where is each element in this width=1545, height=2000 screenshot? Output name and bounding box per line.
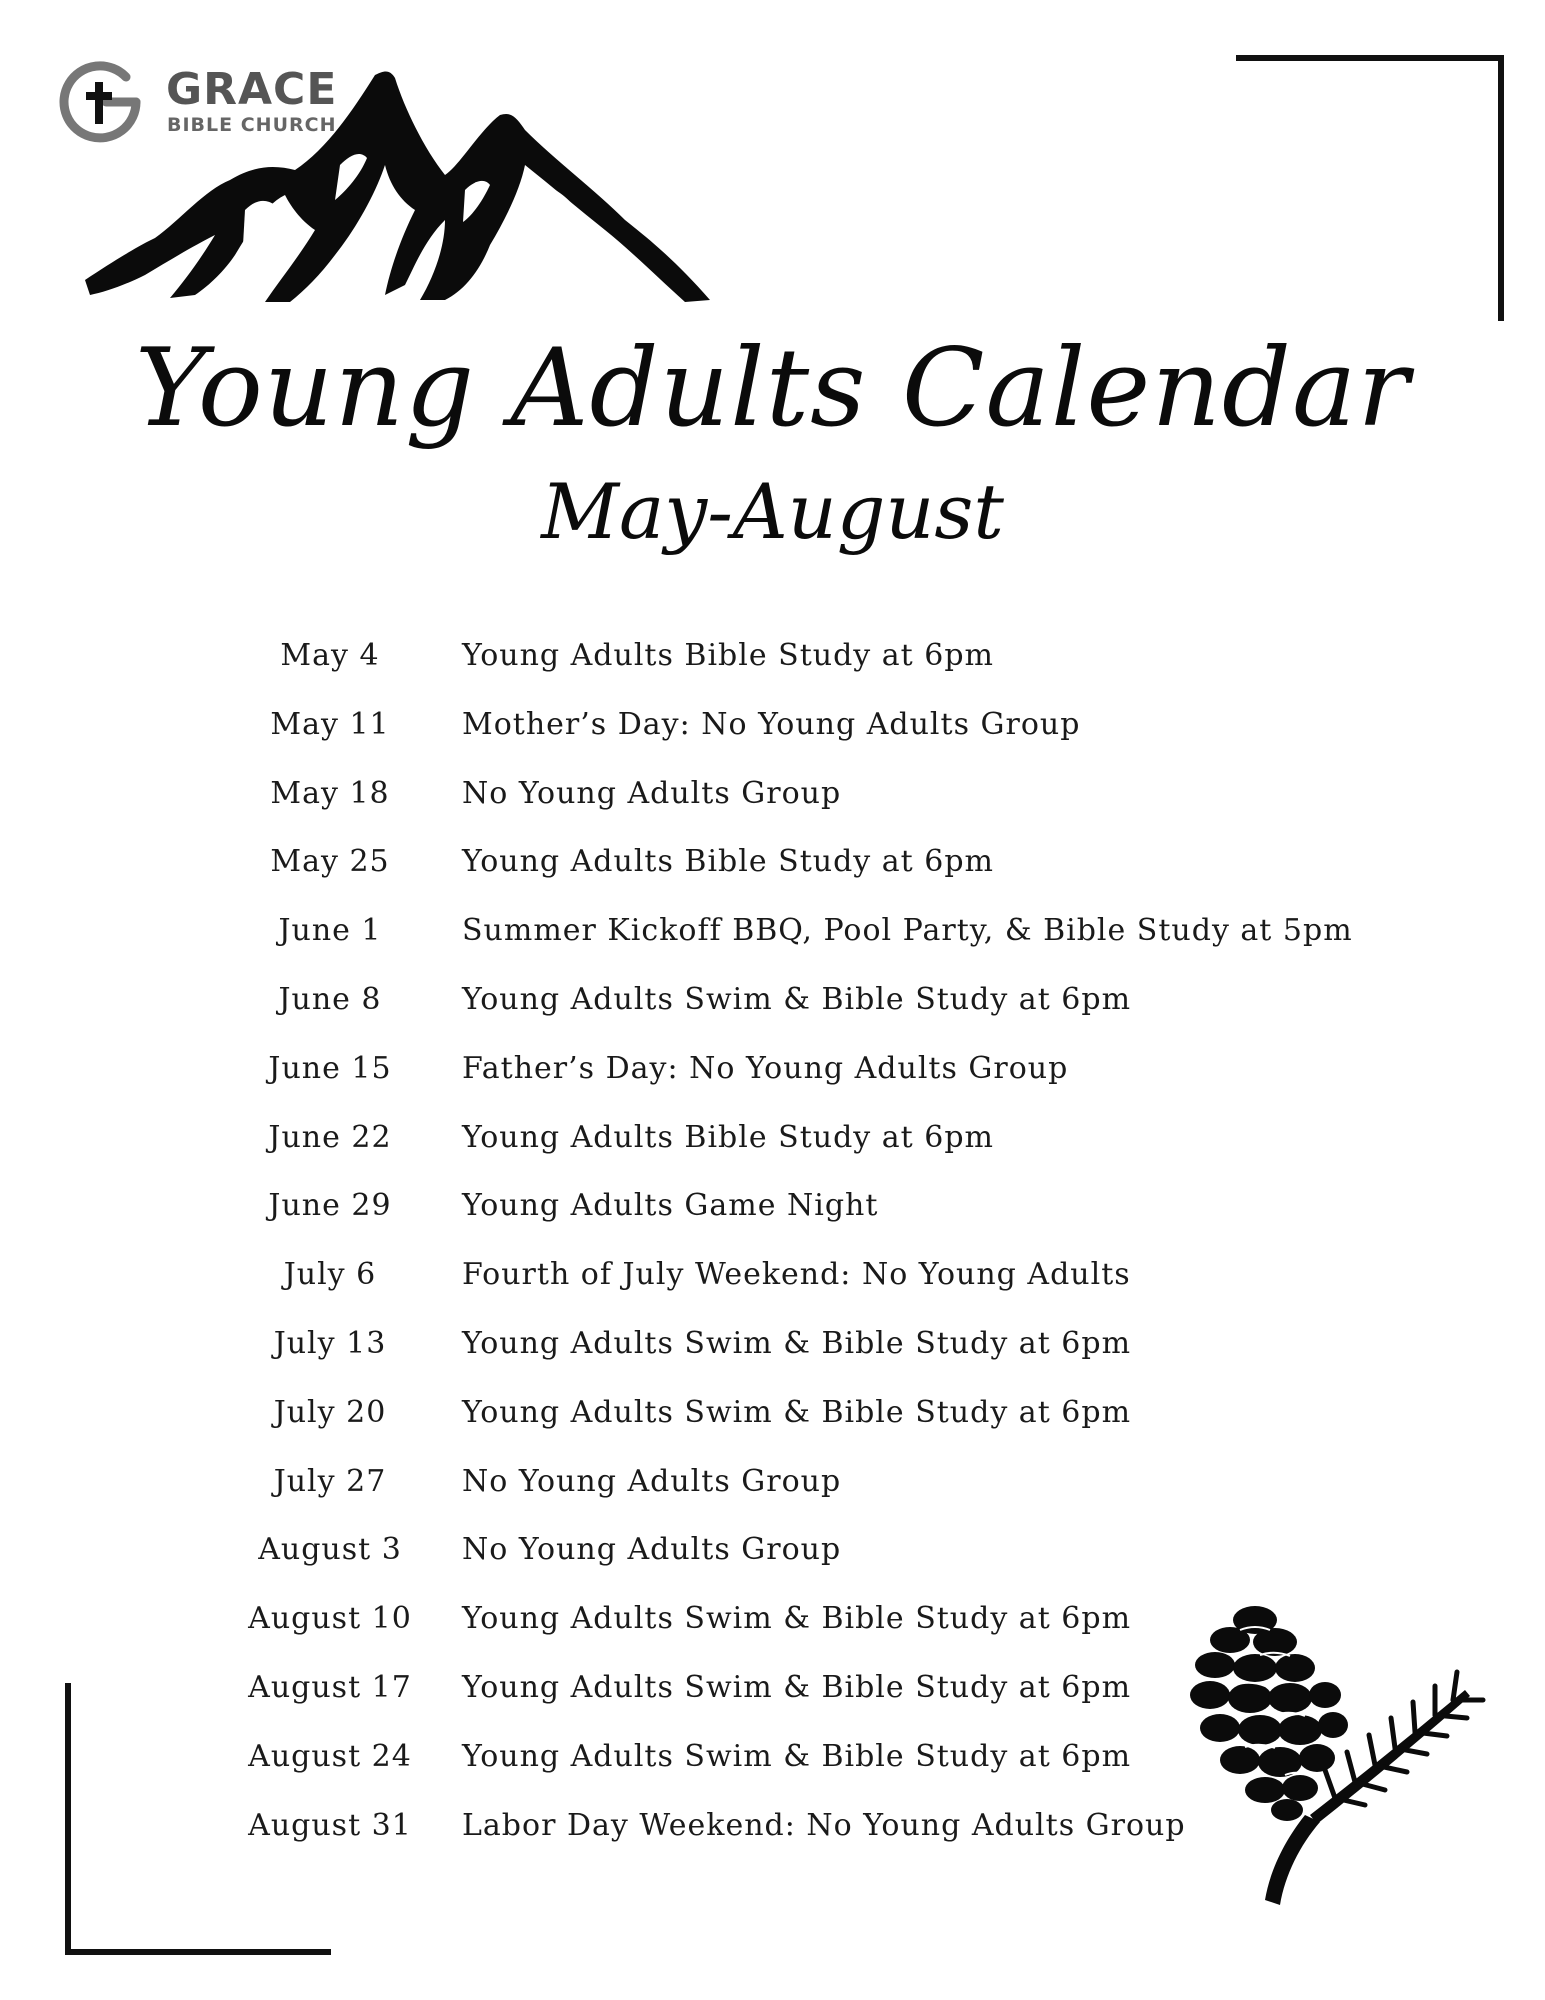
event-date: May 11 [270,706,390,742]
event-date: August 24 [248,1738,412,1774]
logo-subtitle: BIBLE CHURCH [167,114,337,136]
schedule-row [230,1188,1390,1257]
event-date: August 31 [248,1807,412,1843]
event-description: Young Adults Swim & Bible Study at 6pm [462,1669,1132,1705]
schedule-row [230,1326,1390,1395]
event-date: May 25 [270,844,390,880]
event-description: Young Adults Swim & Bible Study at 6pm [462,1325,1132,1361]
event-description: Young Adults Game Night [462,1188,879,1224]
event-date: July 6 [283,1257,377,1293]
event-description: Father’s Day: No Young Adults Group [462,1050,1069,1086]
event-date: August 17 [248,1669,412,1705]
corner-frame-bottom-left-horizontal [65,1949,331,1955]
event-description: No Young Adults Group [462,1532,842,1568]
event-description: Summer Kickoff BBQ, Pool Party, & Bible Study at 5pm [462,913,1353,949]
pinecone-branch-illustration [1185,1600,1505,1910]
event-description: No Young Adults Group [462,775,842,811]
mountain-range-illustration [85,64,710,310]
schedule-row [230,982,1390,1051]
schedule-row [230,1464,1390,1533]
event-date: June 8 [278,981,382,1017]
logo-name: GRACE [166,64,338,115]
event-date: June 1 [278,913,382,949]
event-date: June 22 [268,1119,392,1155]
event-date: May 18 [270,775,390,811]
corner-frame-top-right-vertical [1498,55,1504,321]
event-description: Young Adults Swim & Bible Study at 6pm [462,1738,1132,1774]
schedule-row [230,1051,1390,1120]
event-date: August 3 [258,1532,402,1568]
event-description: Fourth of July Weekend: No Young Adults [462,1257,1131,1293]
event-date: June 29 [268,1188,392,1224]
schedule-row [230,1395,1390,1464]
schedule-row [230,1532,1390,1601]
event-date: July 20 [273,1394,387,1430]
schedule-row [230,776,1390,845]
event-description: Young Adults Swim & Bible Study at 6pm [462,1601,1132,1637]
schedule-row [230,1257,1390,1326]
schedule-row [230,1120,1390,1189]
schedule-row [230,638,1390,707]
schedule-row [230,707,1390,776]
event-description: Young Adults Swim & Bible Study at 6pm [462,981,1132,1017]
event-description: Young Adults Bible Study at 6pm [462,1119,994,1155]
event-description: Mother’s Day: No Young Adults Group [462,706,1081,742]
event-date: August 10 [248,1601,412,1637]
event-date: June 15 [268,1050,392,1086]
schedule-row [230,844,1390,913]
event-date: May 4 [280,638,380,673]
event-date: July 27 [273,1463,387,1499]
event-description: Young Adults Swim & Bible Study at 6pm [462,1394,1132,1430]
event-description: Labor Day Weekend: No Young Adults Group [462,1807,1186,1843]
event-description: No Young Adults Group [462,1463,842,1499]
event-description: Young Adults Bible Study at 6pm [462,638,994,673]
page-title: Young Adults Calendar [134,326,1411,451]
event-date: July 13 [273,1325,387,1361]
corner-frame-bottom-left-vertical [65,1683,71,1955]
schedule-row [230,913,1390,982]
corner-frame-top-right-horizontal [1236,55,1504,61]
page-subtitle: May-August [541,467,1004,556]
event-description: Young Adults Bible Study at 6pm [462,844,994,880]
